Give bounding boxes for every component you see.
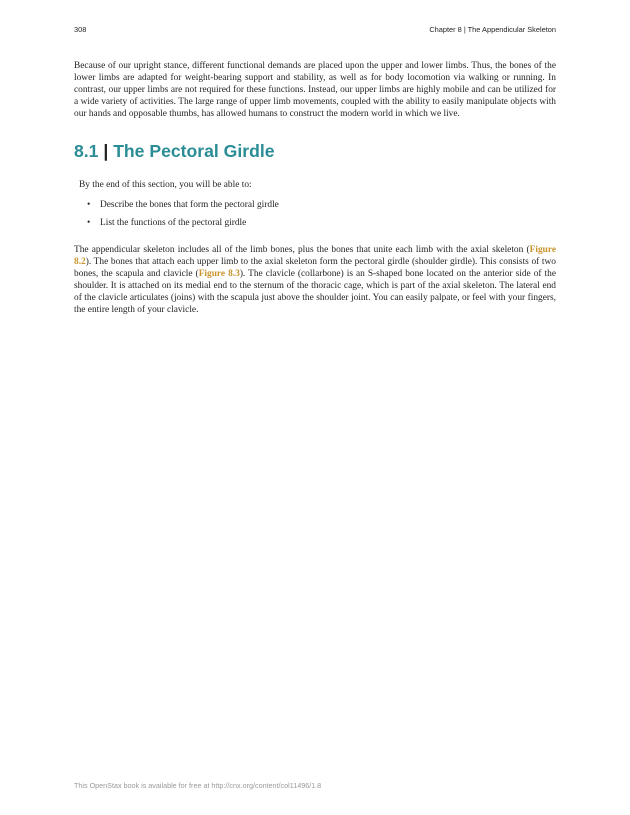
objectives-intro: By the end of this section, you will be able to: <box>79 180 252 190</box>
intro-paragraph: Because of our upright stance, different functional demands are placed upon the upper and lower limbs. Thus, the bones of the lower limbs are adapted for weight-bearing support and stability, as well as for body locomotion via walking or running. In contrast, our upper limbs are not required for these functions. Instead, our upper limbs are highly mobile and can be utilized for a wide variety of activities. The large range of upper limb movements, coupled with the ability to easily manipulate objects with our hands and opposable thumbs, has allowed humans to construct the modern world in which we live. <box>74 61 556 120</box>
objective-item <box>79 199 549 211</box>
objective-text: Describe the bones that form the pectoral girdle <box>100 200 279 210</box>
body-text-1: The appendicular skeleton includes all of the limb bones, plus the bones that unite each limb with the axial skeleton ( <box>74 245 530 255</box>
bullet-icon: • <box>87 200 91 210</box>
section-title: The Pectoral Girdle <box>113 141 275 161</box>
objectives-list <box>79 199 549 229</box>
chapter-title: Chapter 8 | The Appendicular Skeleton <box>429 25 556 34</box>
learning-objectives <box>79 179 549 234</box>
section-heading <box>74 138 275 164</box>
footer-note: This OpenStax book is available for free at http://cnx.org/content/col11496/1.8 <box>74 781 322 790</box>
objective-item <box>79 217 549 229</box>
body-paragraph <box>74 244 556 317</box>
figure-8-3-link[interactable]: Figure 8.3 <box>198 269 240 280</box>
body-text-2: ). The bones that attach each upper limb to the axial skeleton form the pectoral girdle (shoulder girdle). This consists of two bones, the scapula and clavicle ( <box>74 257 556 280</box>
figure-8-2-link[interactable]: Figure 8.2 <box>74 245 556 268</box>
running-header <box>74 25 556 37</box>
body-text-3: ). The clavicle (collarbone) is an S-shaped bone located on the anterior side of the shoulder. It is attached on its medial end to the sternum of the thoracic cage, which is part of the axial skeleton. The lateral end of the clavicle articulates (joins) with the scapula just above the shoulder joint. You can easily palpate, or feel with your fingers, the entire length of your clavicle. <box>74 269 556 316</box>
section-separator: | <box>103 141 109 161</box>
section-number: 8.1 <box>74 141 99 161</box>
bullet-icon: • <box>87 217 91 228</box>
page-number: 308 <box>74 25 87 34</box>
objective-text: List the functions of the pectoral girdle <box>100 217 247 228</box>
